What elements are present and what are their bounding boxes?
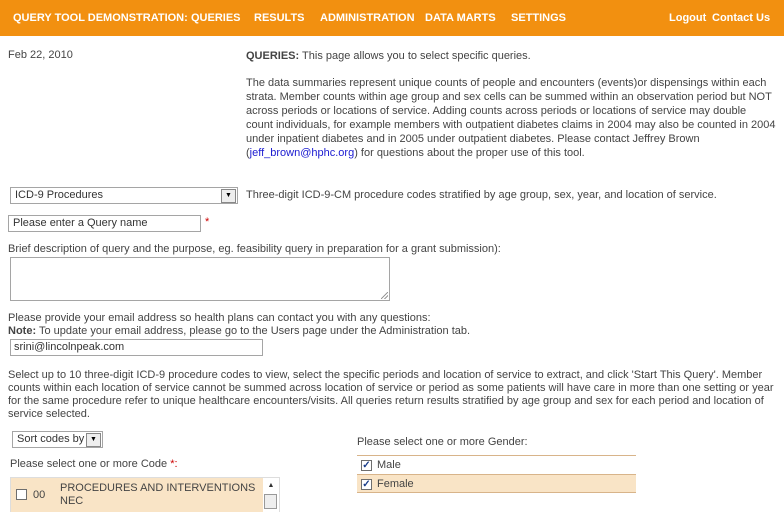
email-label-text: Please provide your email address so health plans can contact you with any questions:	[8, 312, 431, 324]
nav-app-title[interactable]: QUERY TOOL DEMONSTRATION:	[13, 12, 188, 24]
code-checkbox[interactable]	[16, 489, 27, 500]
gender-label: Please select one or more Gender:	[357, 436, 528, 448]
list-item[interactable]	[11, 478, 263, 512]
gender-option-label: Male	[377, 459, 401, 471]
nav-logout[interactable]: Logout	[669, 12, 707, 24]
resize-grip-icon[interactable]	[381, 292, 388, 299]
required-indicator: *:	[170, 458, 178, 470]
top-navigation-bar	[0, 0, 784, 36]
email-label	[8, 312, 470, 338]
nav-results[interactable]: RESULTS	[254, 12, 305, 24]
instructions-text: Select up to 10 three-digit ICD-9 procedure codes to view, select the specific periods and location of service to extract, and click 'Start This Query'. Member counts within each location of service cannot be summed across location of service or period as some patients will have care in more than one setting or year for the same procedure refer to unique healthcare encounters/visits. All queries return results stratified by age group and sex for each period and location of service selected.	[8, 369, 774, 420]
code-name: PROCEDURES AND INTERVENTIONS NEC	[60, 482, 256, 507]
intro-body: The data summaries represent unique counts of people and encounters (events)or dispensings within each strata. Member counts within age group and sex cells can be summed within an observation period but NOT across periods or locations of service. Adding counts across periods or locations of service may double count individuals, for example members with outpatient diabetes claims in 2004 may also be counted in 2004 under inpatient diabetes and in 2005 under outpatient diabetes. Please contact Jeffrey Brown (	[246, 77, 776, 159]
scrollbar-thumb[interactable]	[264, 494, 277, 509]
sort-codes-select[interactable]	[12, 431, 103, 448]
female-checkbox[interactable]: ✓	[362, 479, 371, 490]
chevron-down-icon[interactable]: ▼	[86, 433, 101, 447]
query-name-input[interactable]: Please enter a Query name	[8, 215, 201, 232]
query-type-description: Three-digit ICD-9-CM procedure codes stratified by age group, sex, year, and location of service.	[246, 189, 717, 201]
contact-email-link[interactable]: jeff_brown@hphc.org	[249, 147, 355, 159]
code-list-label-text: Please select one or more Code	[10, 458, 171, 470]
chevron-down-icon[interactable]: ▼	[221, 189, 236, 203]
scroll-up-icon[interactable]: ▲	[267, 482, 275, 489]
intro-body-end: ) for questions about the proper use of this tool.	[354, 147, 585, 159]
query-type-select[interactable]	[10, 187, 238, 204]
nav-queries[interactable]: QUERIES	[191, 12, 241, 24]
required-indicator: *	[205, 216, 210, 228]
description-textarea[interactable]	[10, 257, 390, 301]
code-list	[10, 477, 280, 512]
intro-heading: QUERIES:	[246, 50, 300, 62]
email-field[interactable]: srini@lincolnpeak.com	[10, 339, 263, 356]
email-note-label: Note:	[8, 325, 37, 337]
description-label: Brief description of query and the purpose, eg. feasibility query in preparation for a grant submission):	[8, 243, 501, 255]
nav-data-marts[interactable]: DATA MARTS	[425, 12, 496, 24]
intro-text	[246, 49, 776, 173]
email-note: To update your email address, please go to the Users page under the Administration tab.	[36, 325, 471, 337]
intro-heading-text: This page allows you to select specific queries.	[299, 50, 531, 62]
code-number: 00	[33, 489, 46, 501]
gender-option-female[interactable]	[357, 474, 636, 493]
nav-administration[interactable]: ADMINISTRATION	[320, 12, 415, 24]
gender-option-label: Female	[377, 478, 414, 490]
code-list-label	[10, 458, 178, 470]
nav-settings[interactable]: SETTINGS	[511, 12, 567, 24]
nav-contact-us[interactable]: Contact Us	[712, 12, 771, 24]
gender-option-male[interactable]	[357, 455, 636, 474]
page-date: Feb 22, 2010	[8, 49, 73, 61]
male-checkbox[interactable]: ✓	[362, 460, 371, 471]
sort-codes-value: Sort codes by	[17, 433, 85, 445]
query-type-value: ICD-9 Procedures	[15, 189, 104, 201]
